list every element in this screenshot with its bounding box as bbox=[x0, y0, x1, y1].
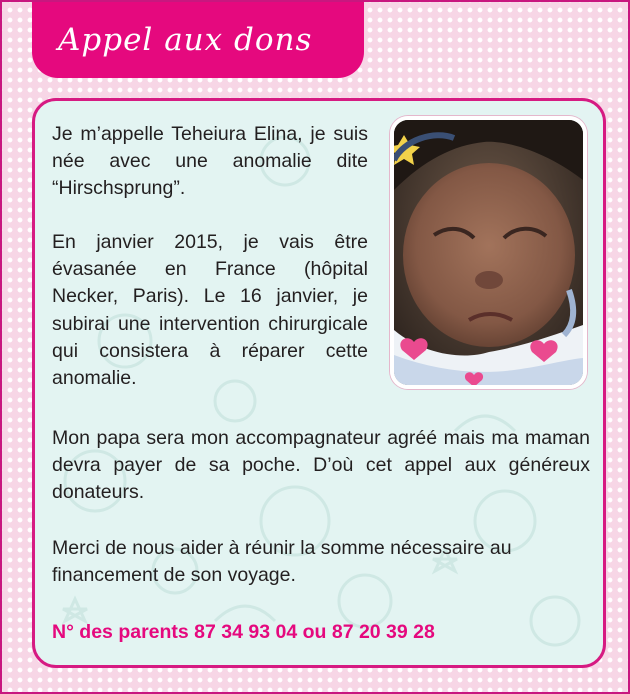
thanks-paragraph: Merci de nous aider à réunir la somme nécessaire au financement de son voyage. bbox=[52, 537, 512, 587]
page-title: Appel aux dons bbox=[58, 22, 313, 58]
title-banner bbox=[32, 2, 364, 78]
companion-paragraph: Mon papa sera mon accompagnateur agréé mais ma maman devra payer de sa poche. D’où cet appel aux généreux donateurs. bbox=[52, 427, 590, 504]
parents-phone-numbers: N° des parents 87 34 93 04 ou 87 20 39 28 bbox=[52, 621, 435, 643]
content-card bbox=[32, 98, 606, 668]
baby-photo bbox=[390, 116, 587, 389]
details-paragraph: En janvier 2015, je vais être évasanée en France (hôpital Necker, Paris). Le 16 janvier, je subirai une intervention chirurgicale qui consistera à réparer cette anomalie. bbox=[52, 231, 368, 390]
intro-paragraph: Je m’appelle Teheiura Elina, je suis née avec une anomalie dite “Hirschsprung”. bbox=[52, 123, 368, 200]
